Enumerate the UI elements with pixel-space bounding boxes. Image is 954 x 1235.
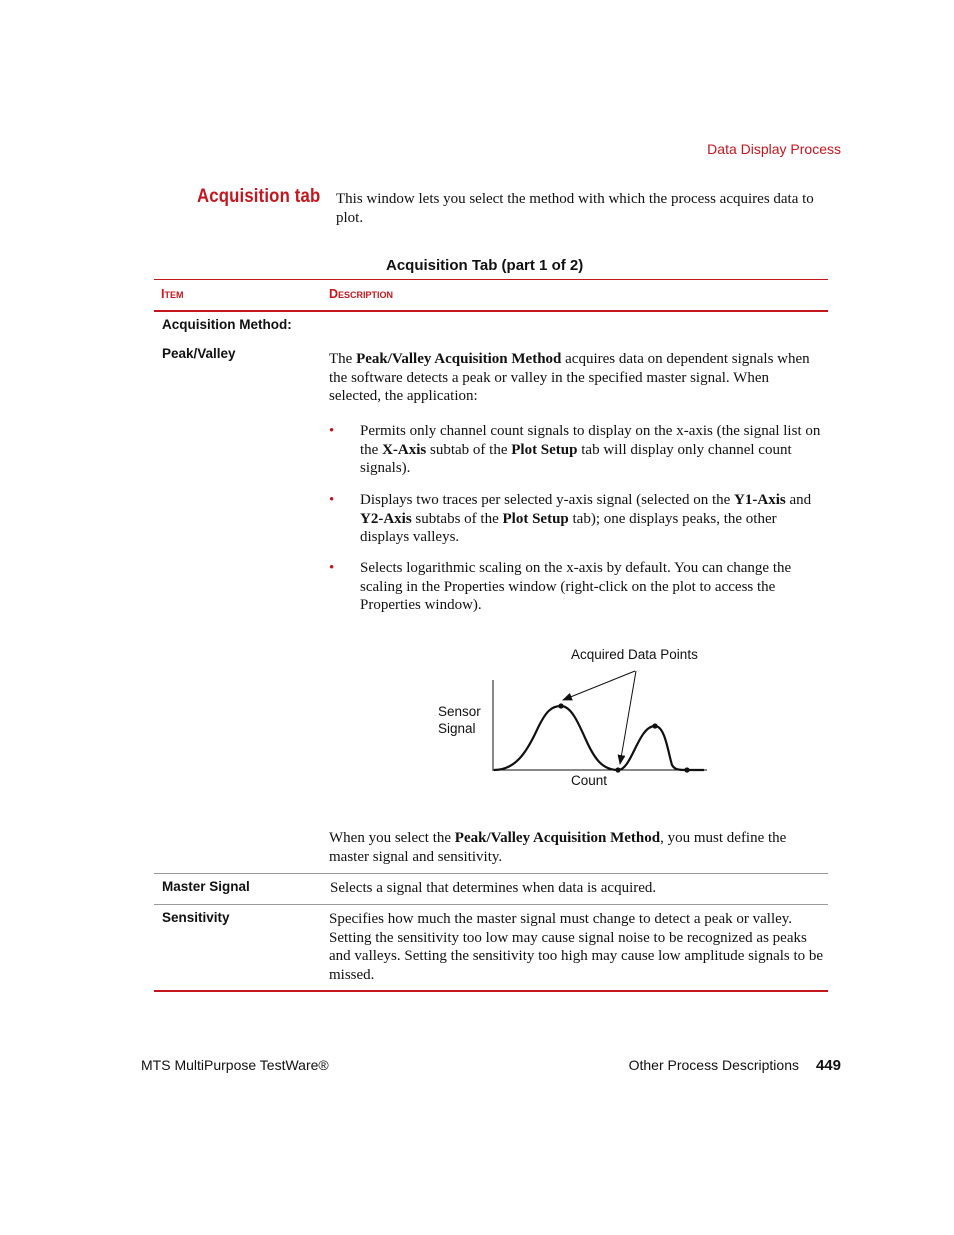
table-header-rule <box>154 310 828 312</box>
data-point-peak-2 <box>652 723 657 728</box>
section-intro: This window lets you select the method with which the process acquires data to plot. <box>336 191 814 226</box>
table-caption: Acquisition Tab (part 1 of 2) <box>386 257 584 274</box>
running-header: Data Display Process <box>707 141 841 157</box>
row-description-master-signal: Selects a signal that determines when data is acquired. <box>330 880 657 896</box>
footer-chapter-title: Other Process Descriptions <box>628 1057 799 1073</box>
data-point-peak-1 <box>558 703 563 708</box>
bullet-2-text-a: Displays two traces per selected y-axis signal (selected on the <box>360 492 735 508</box>
bullet-2-bold-y1-axis: Y1-Axis <box>734 492 786 508</box>
bullet-marker: • <box>329 492 335 508</box>
row-item-peak-valley: Peak/Valley <box>162 346 236 361</box>
figure-y-label-line1: Sensor <box>438 704 481 719</box>
data-point-valley-1 <box>615 767 620 772</box>
table-bottom-rule <box>154 990 828 992</box>
p1-emphasis: Peak/Valley Acquisition Method <box>356 351 562 367</box>
bullet-text: Selects logarithmic scaling on the x-axis by default. You can change the scaling in the Properties window (right-click on the plot to access the Properties window). <box>360 560 792 614</box>
data-point-valley-2 <box>684 767 689 772</box>
bullet-2-bold-plot-setup: Plot Setup <box>502 510 569 527</box>
bullet-1-text-c: subtab of the <box>426 441 512 458</box>
row-item-sensitivity: Sensitivity <box>162 910 230 925</box>
group-label: Acquisition Method: <box>162 317 292 332</box>
peak-valley-closing-paragraph <box>329 829 824 866</box>
page-number: 449 <box>815 1057 841 1074</box>
bullet-marker: • <box>329 423 335 439</box>
signal-curve <box>494 706 704 770</box>
bullet-2-bold-y2-axis: Y2-Axis <box>360 510 412 527</box>
bullet-1-bold-x-axis: X-Axis <box>382 441 427 458</box>
figure-x-label: Count <box>571 773 608 788</box>
bullet-1-text-e: tab will display only channel count signals). <box>360 441 792 477</box>
bullet-1-text-a: Permits only channel count signals to display on the x-axis (the signal list on the <box>360 423 821 458</box>
figure-y-label-line2: Signal <box>438 721 476 736</box>
column-header-item: Item <box>161 287 184 301</box>
p2-emphasis: Peak/Valley Acquisition Method <box>454 830 661 846</box>
bullet-2-text-e: subtabs of the <box>411 510 503 527</box>
row-item-master-signal: Master Signal <box>162 879 250 894</box>
p2-text-c: , you must define the master signal and sensitivity. <box>329 830 787 865</box>
bullet-text <box>360 422 825 478</box>
p1-text-a: The <box>329 351 357 367</box>
row-divider <box>154 873 828 874</box>
row-divider <box>154 904 828 905</box>
row-description-sensitivity: Specifies how much the master signal must change to detect a peak or valley. Setting the sensitivity too low may cause signal noise to be recognized as peaks and valleys. Setting the sensitivity too high may cause low amplitude signals to be missed. <box>329 911 824 984</box>
p1-text-c: acquires data on dependent signals when the software detects a peak or valley in the specified master signal. When selected, the application: <box>329 351 810 405</box>
bullet-1-bold-plot-setup: Plot Setup <box>511 441 578 458</box>
bullet-text <box>360 491 825 547</box>
bullet-2-text-g: tab); one displays peaks, the other displays valleys. <box>360 510 777 546</box>
footer-product-name: MTS MultiPurpose TestWare® <box>141 1057 329 1073</box>
bullet-2-text-c: and <box>785 492 812 508</box>
p2-text-a: When you select the <box>329 830 455 846</box>
peak-valley-paragraph <box>329 350 824 406</box>
column-header-description: Description <box>329 287 394 301</box>
section-heading: Acquisition tab <box>197 186 321 207</box>
table-top-rule <box>154 279 828 280</box>
bullet-marker: • <box>329 560 335 576</box>
figure-callout-label: Acquired Data Points <box>571 647 698 662</box>
peak-valley-diagram <box>480 660 720 780</box>
callout-arrow-peak <box>563 671 635 700</box>
